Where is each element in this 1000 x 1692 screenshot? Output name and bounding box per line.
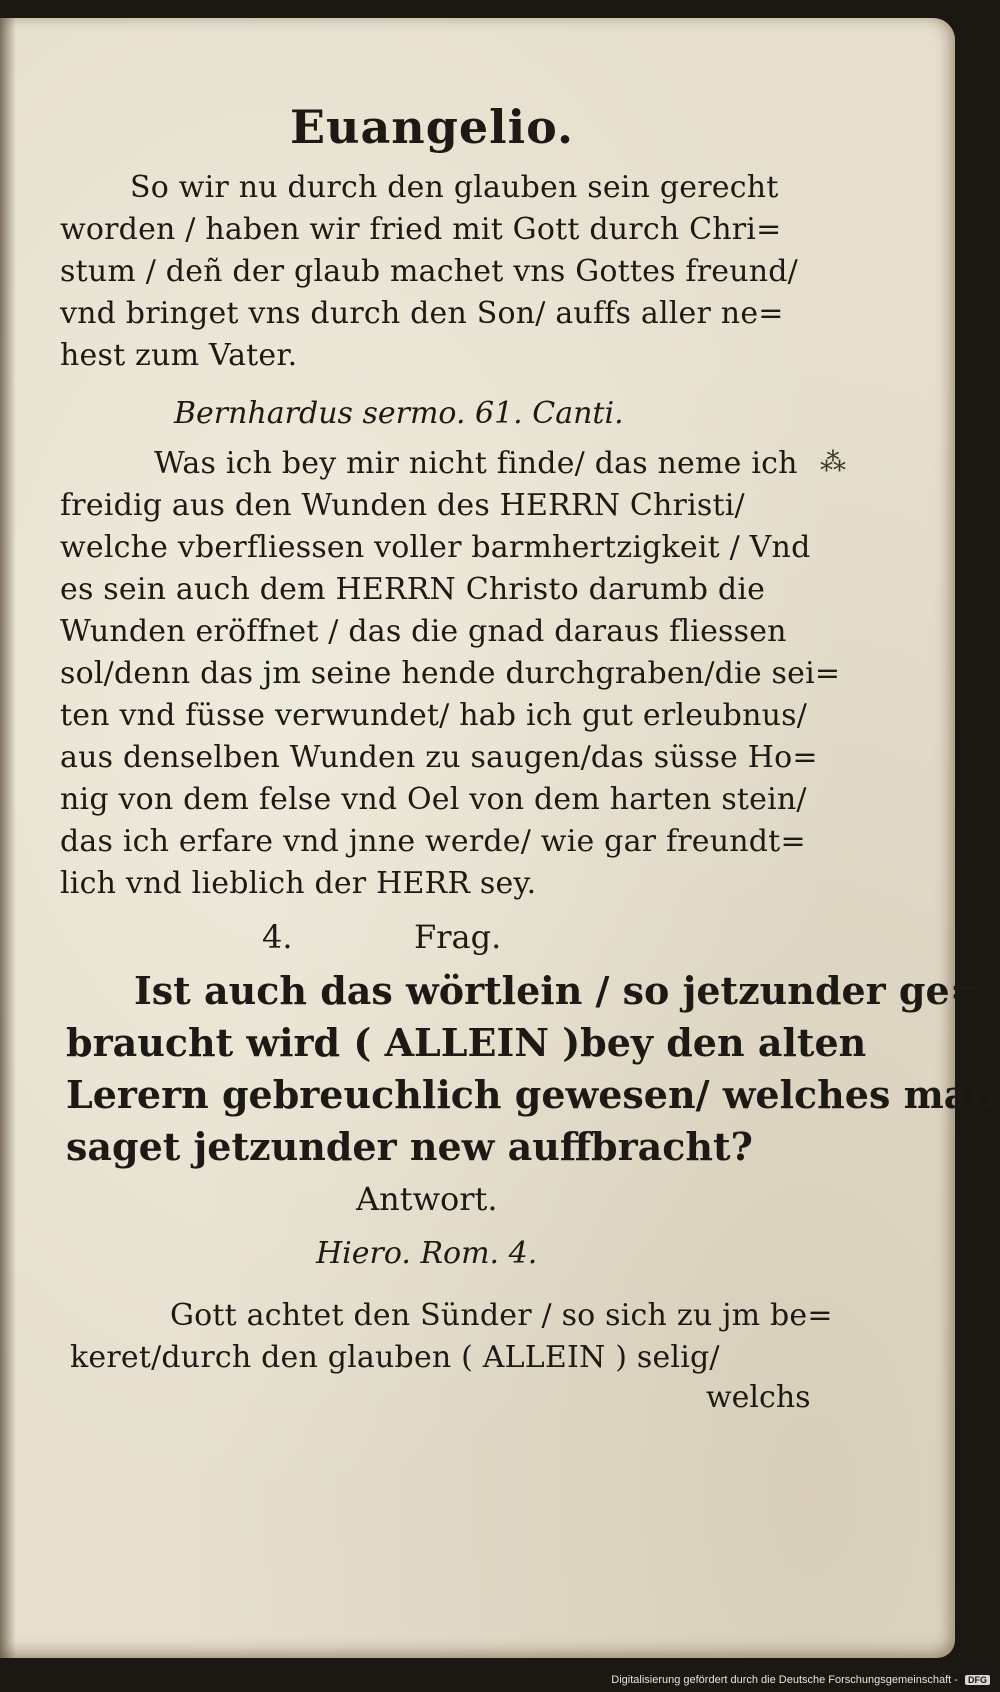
catchword: welchs xyxy=(706,1380,811,1415)
question-line: Lerern gebreuchlich gewesen/ welches man xyxy=(66,1072,997,1117)
question-line: braucht wird ( ALLEIN )bey den alten xyxy=(66,1020,867,1065)
dfg-logo-icon: DFG xyxy=(965,1675,990,1685)
digitization-footer xyxy=(611,1674,990,1686)
answer-label: Antwort. xyxy=(356,1180,498,1218)
paragraph2-line: sol/denn das jm seine hende durchgraben/die sei= xyxy=(60,656,841,691)
footer-text: Digitalisierung gefördert durch die Deutsche Forschungsgemeinschaft - xyxy=(611,1674,958,1686)
paragraph2-line: das ich erfare vnd jnne werde/ wie gar freundt= xyxy=(60,824,806,859)
paragraph2-line: lich vnd lieblich der HERR sey. xyxy=(60,866,537,901)
question-line: Ist auch das wörtlein / so jetzunder ge= xyxy=(134,968,982,1013)
paragraph2-line: Wunden eröffnet / das die gnad daraus fliessen xyxy=(60,614,787,649)
paragraph2-line: freidig aus den Wunden des HERRN Christi/ xyxy=(60,488,745,523)
question-number: 4. xyxy=(262,918,293,956)
margin-mark: ⁂ xyxy=(820,448,846,478)
question-label: Frag. xyxy=(414,918,502,956)
citation-hieronymus: Hiero. Rom. 4. xyxy=(316,1236,538,1271)
running-heading: Euangelio. xyxy=(290,100,575,154)
paragraph2-line: ten vnd füsse verwundet/ hab ich gut erleubnus/ xyxy=(60,698,808,733)
question-line: saget jetzunder new auffbracht? xyxy=(66,1124,753,1169)
paragraph1-line: vnd bringet vns durch den Son/ auffs aller ne= xyxy=(60,296,784,331)
paragraph1-line: worden / haben wir fried mit Gott durch Chri= xyxy=(60,212,782,247)
paragraph1-line: hest zum Vater. xyxy=(60,338,298,373)
paragraph2-line: es sein auch dem HERRN Christo darumb die xyxy=(60,572,766,607)
paragraph2-line: nig von dem felse vnd Oel von dem harten stein/ xyxy=(60,782,807,817)
paragraph2-line: Was ich bey mir nicht finde/ das neme ich xyxy=(154,446,798,481)
paragraph3-line: Gott achtet den Sünder / so sich zu jm be= xyxy=(170,1298,833,1333)
paragraph1-line: stum / deñ der glaub machet vns Gottes freund/ xyxy=(60,254,798,289)
paragraph2-line: welche vberfliessen voller barmhertzigkeit / Vnd xyxy=(60,530,811,565)
citation-bernhardus: Bernhardus sermo. 61. Canti. xyxy=(174,396,624,431)
paragraph1-line: So wir nu durch den glauben sein gerecht xyxy=(130,170,779,205)
paragraph3-line: keret/durch den glauben ( ALLEIN ) selig/ xyxy=(70,1340,720,1375)
paragraph2-line: aus denselben Wunden zu saugen/das süsse Ho= xyxy=(60,740,818,775)
